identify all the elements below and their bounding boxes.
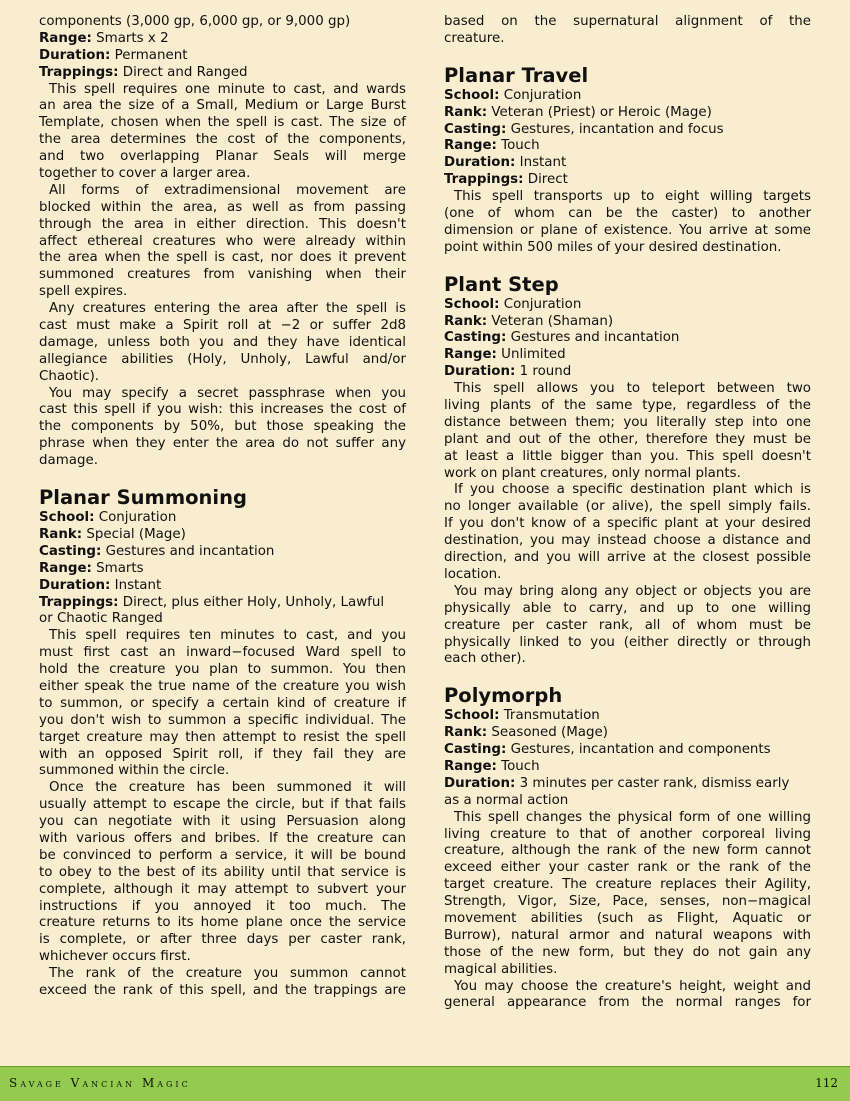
stat-line [444, 725, 811, 742]
text-line: allegiance abilities (Holy, Unholy, Lawful and/or [39, 351, 406, 367]
text-line: damage, unless both you and they have identical [39, 334, 406, 350]
stat-value: Unlimited [496, 347, 566, 363]
text-line: direction, and you will arrive at the closest possible [444, 550, 811, 566]
stat-label: Rank: [444, 104, 488, 120]
text-line: with various offers and bribes. If the creature can [39, 830, 406, 846]
text-line: creature returns to its home plane once the service [39, 915, 406, 931]
text-line: summoned within the circle. [39, 763, 230, 779]
stat-line [444, 105, 811, 122]
stat-value: Conjuration [499, 296, 582, 312]
text-line: This spell transports up to eight willing targets [454, 189, 811, 205]
stat-value: Gestures and incantation [506, 330, 680, 346]
stat-line [39, 595, 406, 612]
text-line: If you choose a specific destination plant which is [454, 482, 811, 498]
stat-line [39, 561, 406, 578]
text-line: You may choose the creature's height, weight and [454, 978, 811, 994]
stat-value: Touch [496, 758, 540, 774]
text-line: If you don't know of a specific plant at your desired [444, 516, 811, 532]
text-line: whichever occurs first. [39, 949, 191, 965]
stat-label: Trappings: [444, 172, 524, 188]
stat-value: Touch [496, 138, 540, 154]
stat-value: Veteran (Shaman) [487, 313, 614, 329]
stat-label: School: [444, 87, 500, 103]
stat-label: Trappings: [39, 594, 119, 610]
text-line: creature. [444, 30, 505, 46]
text-line: physically able to carry, and up to one willing [444, 600, 811, 616]
text-line: dimension or plane of existence. You arrive at some [444, 222, 811, 238]
text-line: (one of whom can be the caster) to another [444, 206, 811, 222]
text-line: those of the new form, but they do not gain any [444, 944, 811, 960]
spell-heading: Polymorph [444, 684, 563, 708]
text-line: you can negotiate with it using Persuasion along [39, 814, 406, 830]
stat-value: 1 round [515, 364, 572, 380]
text-line: the components by 50%, but those speaking the [39, 419, 406, 435]
stat-line [444, 297, 811, 314]
text-line: components (3,000 gp, 6,000 gp, or 9,000 gp) [39, 14, 351, 29]
text-line: exceed either your caster rank or the rank of the [444, 860, 811, 876]
stat-line [444, 708, 811, 725]
right-continued-text [444, 14, 811, 48]
text-line: either speak the true name of the creature you wish [39, 678, 406, 694]
text-line: phrase when they enter the area do not suffer any [39, 436, 406, 452]
text-line: affect ethereal creatures who were already within [39, 233, 406, 249]
stat-label: Duration: [444, 775, 516, 791]
stat-line [444, 172, 811, 189]
stat-label: Rank: [39, 526, 83, 542]
stat-line [444, 88, 811, 105]
text-line: All forms of extradimensional movement are [49, 182, 406, 198]
text-line: general appearance from the normal ranges for [444, 995, 811, 1011]
left-continued-text [39, 14, 406, 470]
text-line: Burrow), natural armor and natural weapons with [444, 927, 811, 943]
text-line: location. [444, 566, 502, 582]
stat-label: Duration: [444, 155, 516, 171]
stat-label: School: [444, 708, 500, 724]
stat-value: Smarts [91, 560, 144, 576]
stat-value: Gestures, incantation and components [506, 742, 771, 758]
stat-label: Range: [444, 758, 497, 774]
stat-line [444, 776, 811, 793]
planar-summoning-text [39, 510, 406, 1000]
stat-value: Conjuration [499, 87, 582, 103]
text-line: Strength, Vigor, Size, Pace, senses, non−magical [444, 894, 811, 910]
footer-book-title: Savage Vancian Magic [9, 1076, 191, 1090]
spell-text [444, 297, 811, 669]
heading-planar-summoning: Planar Summoning [39, 486, 247, 510]
text-line: The rank of the creature you summon cannot [49, 966, 406, 982]
stat-value: Instant [110, 577, 162, 593]
text-line: blocked within the area, as well as from passing [39, 199, 406, 215]
text-line: or Chaotic Ranged [39, 611, 163, 627]
stat-line [39, 544, 406, 561]
text-line: instructions if you annoyed it too much. The [39, 898, 406, 914]
text-line: hold the creature you plan to summon. You then [39, 662, 406, 678]
spell-text [444, 88, 811, 257]
stat-label: Rank: [444, 725, 488, 741]
text-line: the area when the spell is cast, nor does it prevent [39, 250, 406, 266]
stat-label: Casting: [39, 543, 102, 559]
stat-label: Range: [444, 138, 497, 154]
spell-heading: Plant Step [444, 272, 559, 296]
text-line: target creature. The creature replaces their Agility, [444, 877, 811, 893]
stat-label: Casting: [444, 742, 507, 758]
spell-heading: Planar Travel [444, 63, 589, 87]
text-line: This spell requires ten minutes to cast, and you [49, 628, 406, 644]
text-line: This spell allows you to teleport between two [454, 381, 811, 397]
stat-value: Instant [515, 155, 567, 171]
stat-value: Permanent [110, 47, 188, 63]
stat-value: Seasoned (Mage) [487, 725, 608, 741]
text-line: creature, although the rank of the new form cannot [444, 843, 811, 859]
text-line: cast this spell if you wish: this increases the cost of [39, 402, 406, 418]
stat-label: Trappings: [39, 64, 119, 80]
text-line: exceed the rank of this spell, and the trappings are [39, 982, 406, 998]
text-line: based on the supernatural alignment of the [444, 14, 811, 29]
text-line: movement abilities (such as Flight, Aquatic or [444, 910, 811, 926]
stat-value: Direct [523, 172, 568, 188]
stat-value: Direct, plus either Holy, Unholy, Lawful [118, 594, 385, 610]
text-line: to obey to the best of its ability until that service is [39, 864, 406, 880]
text-line: must first cast an inward−focused Ward spell to [39, 645, 406, 661]
spell-section [444, 65, 811, 257]
text-line: usually attempt to escape the circle, but if that fails [39, 797, 406, 813]
text-line: You may specify a secret passphrase when you [49, 385, 406, 401]
stat-label: Duration: [39, 47, 111, 63]
stat-label: Duration: [39, 577, 111, 593]
text-line: each other). [444, 651, 526, 667]
stat-label: Casting: [444, 330, 507, 346]
text-line: at least a little bigger than you. This spell doesn't [444, 448, 811, 464]
text-line: together to cover a larger area. [39, 166, 251, 182]
right-column [444, 14, 811, 1012]
text-line: distance between them; you literally step into one [444, 414, 811, 430]
stat-line [444, 364, 811, 381]
stat-line [444, 122, 811, 139]
stat-value: Veteran (Priest) or Heroic (Mage) [487, 104, 712, 120]
stat-label: School: [444, 296, 500, 312]
text-line: creature per caster rank, all of whom must be [444, 617, 811, 633]
spell-section [444, 274, 811, 669]
text-line: plant and out of the other, therefore they must be [444, 431, 811, 447]
text-line: point within 500 miles of your desired destination. [444, 239, 782, 255]
right-sections [444, 65, 811, 1013]
text-line: to summon, or specify a certain kind of creature if [39, 695, 406, 711]
stat-value: 3 minutes per caster rank, dismiss early [515, 775, 790, 791]
stat-label: Duration: [444, 364, 516, 380]
text-line: an area the size of a Small, Medium or Large Burst [39, 98, 406, 114]
stat-line [39, 527, 406, 544]
stat-line [39, 65, 406, 82]
text-line: This spell changes the physical form of one willing [454, 809, 811, 825]
stat-label: School: [39, 510, 95, 526]
text-line: destination, you may instead choose a distance and [444, 533, 811, 549]
stat-line [444, 347, 811, 364]
text-line: as a normal action [444, 792, 569, 808]
stat-line [444, 330, 811, 347]
stat-line [444, 759, 811, 776]
text-line: living plants of the same type, regardless of the [444, 398, 811, 414]
stat-value: Transmutation [499, 708, 600, 724]
spell-section [444, 685, 811, 1012]
text-line: physically linked to you (either directly or through [444, 634, 811, 650]
text-line: the area determines the cost of the components, [39, 132, 406, 148]
text-line: through the area in either direction. This doesn't [39, 216, 406, 232]
stat-line [39, 48, 406, 65]
text-line: and two overlapping Planar Seals will merge [39, 149, 406, 165]
stat-value: Gestures, incantation and focus [506, 121, 724, 137]
text-line: be convinced to perform a service, it will be bound [39, 847, 406, 863]
page-footer [0, 1066, 850, 1101]
stat-line [39, 510, 406, 527]
text-line: magical abilities. [444, 961, 558, 977]
text-line: You may bring along any object or objects you are [454, 583, 811, 599]
text-line: is complete, or after three days per caster rank, [39, 932, 406, 948]
text-line: with an opposed Spirit roll, if they fail they are [39, 746, 406, 762]
text-line: damage. [39, 453, 98, 469]
text-line: Template, chosen when the spell is cast. The size of [39, 115, 406, 131]
stat-label: Range: [39, 560, 92, 576]
stat-line [444, 314, 811, 331]
text-line: target creature may then attempt to resist the spell [39, 729, 406, 745]
text-line: This spell requires one minute to cast, and wards [49, 81, 406, 97]
text-line: spell expires. [39, 284, 128, 300]
text-line: Any creatures entering the area after the spell is [49, 301, 406, 317]
stat-value: Smarts x 2 [91, 30, 169, 46]
stat-value: Special (Mage) [82, 526, 186, 542]
stat-label: Casting: [444, 121, 507, 137]
stat-line [39, 31, 406, 48]
stat-line [444, 742, 811, 759]
text-line: work on plant creatures, only normal plants. [444, 465, 741, 481]
stat-value: Direct and Ranged [118, 64, 248, 80]
left-column [39, 14, 406, 1000]
text-line: Once the creature has been summoned it will [49, 780, 406, 796]
page-number: 112 [815, 1076, 838, 1090]
stat-value: Conjuration [94, 510, 177, 526]
text-line: you don't wish to summon a specific individual. The [39, 712, 406, 728]
text-line: summoned creatures from vanishing when their [39, 267, 406, 283]
text-line: cast must make a Spirit roll at −2 or suffer 2d8 [39, 318, 406, 334]
text-line: no longer available (or alive), the spell simply fails. [444, 499, 811, 515]
stat-label: Rank: [444, 313, 488, 329]
stat-label: Range: [39, 30, 92, 46]
stat-label: Range: [444, 347, 497, 363]
text-line: complete, although it may attempt to subvert your [39, 881, 406, 897]
stat-line [39, 578, 406, 595]
text-line: living creature to that of another corporeal living [444, 826, 811, 842]
spell-text [444, 708, 811, 1012]
stat-line [444, 155, 811, 172]
stat-line [444, 138, 811, 155]
stat-value: Gestures and incantation [101, 543, 275, 559]
text-line: Chaotic). [39, 368, 100, 384]
